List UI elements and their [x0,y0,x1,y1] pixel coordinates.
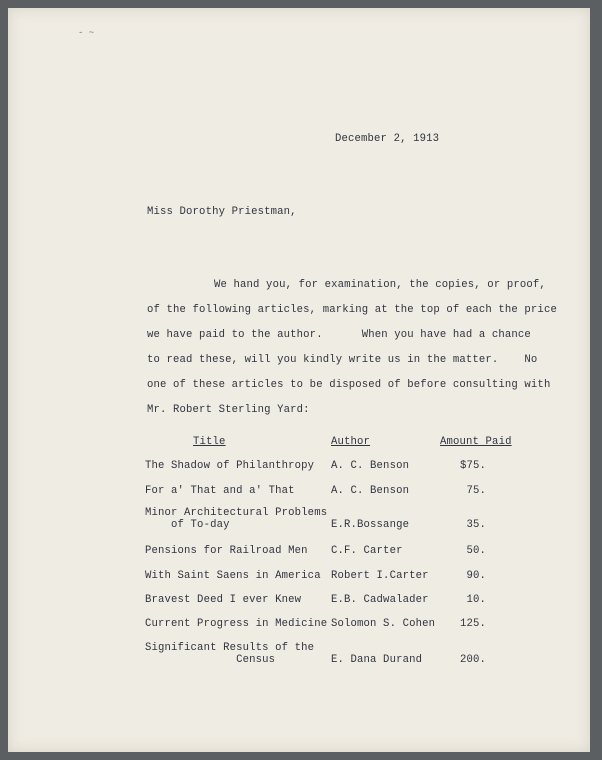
letter-date: December 2, 1913 [335,133,440,145]
body-line-1: We hand you, for examination, the copies, or proof, [214,279,546,291]
row-7-title: Current Progress in Medicine [145,618,328,630]
body-line-2: of the following articles, marking at the top of each the price [147,304,557,316]
body-line-3: we have paid to the author. When you have had a chance [147,329,531,341]
row-1-author: A. C. Benson [331,460,410,472]
row-8-amount: 200. [459,654,486,666]
row-4-title: Pensions for Railroad Men [145,545,308,557]
body-line-4: to read these, will you kindly write us in the matter. No [147,354,538,366]
header-title: Title [193,436,226,448]
row-3-author: E.R.Bossange [331,519,410,531]
row-8-title-line-2: Census [145,654,276,666]
body-line-6: Mr. Robert Sterling Yard: [147,404,310,416]
row-2-amount: 75. [466,485,486,497]
row-5-author: Robert I.Carter [331,570,429,582]
row-5-title: With Saint Saens in America [145,570,321,582]
row-1-amount: $75. [459,460,486,472]
row-3-title-line-1: Minor Architectural Problems [145,507,328,519]
row-6-title: Bravest Deed I ever Knew [145,594,302,606]
row-2-author: A. C. Benson [331,485,410,497]
header-amount: Amount Paid [440,436,512,448]
row-6-author: E.B. Cadwalader [331,594,429,606]
header-author: Author [331,436,371,448]
row-4-author: C.F. Carter [331,545,403,557]
row-3-title-line-2: of To-day [145,519,230,531]
row-7-author: Solomon S. Cohen [331,618,436,630]
row-1-title: The Shadow of Philanthropy [145,460,315,472]
row-2-title: For a' That and a' That [145,485,295,497]
row-8-title-line-1: Significant Results of the [145,642,315,654]
body-line-5: one of these articles to be disposed of before consulting with [147,379,551,391]
row-5-amount: 90. [466,570,486,582]
row-6-amount: 10. [466,594,486,606]
row-4-amount: 50. [466,545,486,557]
salutation: Miss Dorothy Priestman, [147,206,297,218]
letter-page [8,8,590,752]
row-7-amount: 125. [459,618,486,630]
row-3-amount: 35. [466,519,486,531]
corner-mark: - ~ [78,28,95,38]
row-8-author: E. Dana Durand [331,654,423,666]
